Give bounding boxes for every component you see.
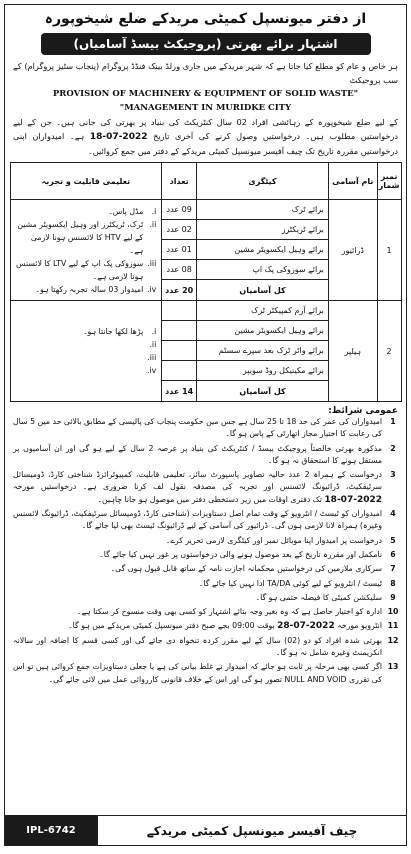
count-item <box>162 321 196 341</box>
header-sr: نمبر شمار <box>377 163 401 200</box>
total-count: 14 عدد <box>162 381 197 402</box>
qualification-item: iv. <box>147 366 157 375</box>
terms-list <box>5 416 406 686</box>
category-item: برائے آرم کمپیکٹر ٹرک <box>197 301 328 321</box>
advertisement-page <box>4 4 407 846</box>
posts-table <box>10 162 402 402</box>
table-row <box>10 301 401 381</box>
count-item: 02 عدد <box>162 220 196 240</box>
row-counts <box>162 200 197 280</box>
row-qualifications <box>10 301 162 402</box>
qualification-item: i. مڈل پاس۔ <box>108 206 157 216</box>
intro-paragraph <box>5 55 406 158</box>
count-item <box>162 341 196 361</box>
count-item: 08 عدد <box>166 265 192 274</box>
total-label: کل آسامیاں <box>197 381 329 402</box>
table-row <box>10 200 401 280</box>
count-item <box>162 361 196 380</box>
term-item: 1 امیدواران کی عمر کی حد 18 تا 25 سال ہے جس میں حکومت پنجاب کی پالیسی کے مطابق بالائی حد میں 5 سال کی رعایت کا اختیار مجاز اتھارٹی کے پاس ہو گا۔ <box>13 417 396 439</box>
category-item: برائے وہیل ایکسویٹر مشین <box>197 240 328 260</box>
qualification-item: iii. <box>147 353 157 362</box>
qualification-item: ii. ٹرک، ٹریکٹرز اور وہیل ایکسویٹر مشین کے لیے HTV کا لائسنس ہونا لازمی ہے۔ <box>17 219 157 255</box>
term-item: 5 درخواست پر امیدوار اپنا موبائل نمبر اور کیٹگری لازمی تحریر کرے۔ <box>165 535 396 545</box>
count-item: 09 عدد <box>162 200 196 220</box>
total-count: 20 عدد <box>162 280 197 301</box>
term-item: 8 ٹیسٹ / انٹرویو کے لیے کوئی TA/DA ادا نہیں کیا جائے گا۔ <box>198 578 396 588</box>
row-post: ڈرائیور <box>328 200 377 301</box>
total-label: کل آسامیاں <box>197 280 329 301</box>
term-item: 12 بھرتی شدہ افراد کو دو (02) سال کے لیے مقرر کردہ تنخواہ دی جائے گی اور کسی قسم کا اضافہ اور سالانہ انکریمنٹ وغیرہ شامل نہ ہو گا۔ <box>13 635 399 658</box>
row-categories <box>197 301 329 381</box>
term-item: 6 نامکمل اور مقررہ تاریخ کے بعد موصول ہونے والی درخواستوں پر غور نہیں کیا جائے گا۔ <box>99 549 396 559</box>
qualification-item: i. پڑھا لکھا جانتا ہو۔ <box>82 327 157 336</box>
term-item: 10 ادارہ کو اختیار حاصل ہے کہ وہ بغیر وجہ بتائے اشتہار کو کسی بھی وقت منسوخ کر سکتا ہے۔ <box>76 607 399 617</box>
project-title-en-2: MANAGEMENT IN MURIDKE CITY" <box>119 103 292 113</box>
header-qualification: تعلیمی قابلیت و تجربہ <box>10 163 162 200</box>
count-item: 01 عدد <box>162 240 196 260</box>
category-item: برائے وہیل ایکسویٹر مشین <box>197 321 328 341</box>
term-item: 3 درخواست کے ہمراہ 2 عدد حالیہ تصاویر پاسپورٹ سائز، تعلیمی قابلیت، کمپیوٹرائزڈ شناختی کارڈ، ڈومیسائل سرٹیفکیٹ، ڈرائیونگ لائسنس اور تجربہ کی مصدقہ نقول لف کرنا ضروری ہے۔ درخواستیں مورخہ 18-07-2022 تک دفتری اوقات میں زیر دستخطی دفتر میں موصول ہو جانا چاہیں۔ <box>13 470 396 505</box>
row-sr: 1 <box>377 200 401 301</box>
terms-heading: عمومی شرائط: <box>328 406 398 416</box>
recruitment-banner: اشتہار برائے بھرتی (پروجیکٹ بیسڈ آسامیاں) <box>41 33 371 55</box>
term-item: 4 امیدواران کو ٹیسٹ / انٹرویو کے وقت تمام اصل دستاویزات (شناختی کارڈ، ڈومیسائل سرٹیفکیٹ، ڈرائیونگ لائسنس وغیرہ) ہمراہ لانا لازمی ہوں گی۔ ڈرائیور کی آسامی کے لیے ڈرائیونگ ٹیسٹ بھی لیا جائے گا۔ <box>13 509 396 531</box>
term-item: 11 انٹرویو مورخہ 28-07-2022 بوقت 09:00 بجے صبح دفتر میونسپل کمیٹی مریدکے میں ہو گا۔ <box>68 621 399 632</box>
category-item: برائے واٹر ٹرک بعد سپرے سسٹم <box>197 341 328 361</box>
deadline-date: 18-07-2022 <box>89 132 148 142</box>
intro-line-1: ہر خاص و عام کو مطلع کیا جاتا ہے کہ شہر مریدکے میں جاری ورلڈ بینک فنڈڈ پروگرام (پنجاب سٹیز پروگرام) کے سب پروجیکٹ <box>13 61 398 85</box>
row-sr: 2 <box>377 301 401 402</box>
qualification-item: iv. امیدوار 03 سالہ تجربہ رکھتا ہو۔ <box>35 284 157 294</box>
qualification-item: ii. <box>149 340 157 349</box>
office-heading: از دفتر میونسپل کمیٹی مریدکے ضلع شیخوپورہ <box>44 11 367 27</box>
category-item: برائے ٹریکٹرز <box>197 220 328 240</box>
ipl-code: IPL-6742 <box>5 815 97 845</box>
deadline-date-2: 18-07-2022 <box>324 494 382 505</box>
term-item: 7 سرکاری ملازمین کی درخواستیں محکمانہ اجازت نامہ کے ساتھ قابل قبول ہوں گی۔ <box>110 564 396 574</box>
category-item: برائے مکینیکل روڈ سویپر <box>242 366 324 375</box>
row-categories <box>197 200 329 280</box>
category-item: برائے ٹرک <box>197 200 328 220</box>
row-counts <box>162 301 197 381</box>
interview-date: 28-07-2022 <box>277 621 335 632</box>
footer <box>5 815 406 845</box>
category-item: برائے سوزوکی پک اپ <box>252 265 324 274</box>
signature-block: چیف آفیسر میونسپل کمیٹی مریدکے <box>97 815 406 846</box>
header-post: نام آسامی <box>328 163 377 200</box>
term-item: 2 مذکورہ بھرتی خالصتاً پروجیکٹ بیسڈ / کنٹریکٹ کی بنیاد پر عرصہ 2 سال کے لیے ہو گی اور ان آسامیوں پر مستقل ہونے کا استحقاق نہ ہو گا۔ <box>13 443 396 465</box>
term-item: 13 اگر کسی بھی مرحلہ پر ثابت ہو جائے کہ امیدوار نے غلط بیانی کی ہے یا جعلی دستاویزات جمع کروائی ہیں تو اس کی تقرری NULL AND VOID تصور ہو گی اور اس کے خلاف قانونی کارروائی عمل میں لائی جائے گی۔ <box>13 662 399 684</box>
count-item <box>162 301 196 321</box>
header-category: کیٹگری <box>197 163 329 200</box>
term-item: 9 سلیکشن کمیٹی کا فیصلہ حتمی ہو گا۔ <box>255 592 396 602</box>
intro-line-3: ہے۔ امیدواران اپنی درخواستیں مقررہ تاریخ تک چیف آفیسر میونسپل کمیٹی مریدکے کے دفتر میں جمع کروائیں۔ <box>13 131 398 156</box>
intro-line-2: کے لیے ضلع شیخوپورہ کے رہائشی افراد 02 سال کنٹریکٹ کی بنیاد پر بھرتی کی جانی ہیں۔ جن کے لیے درخواستیں مطلوب ہیں۔ درخواستیں وصول کرنے کی آخری تاریخ <box>13 117 399 141</box>
table-header-row <box>10 163 401 200</box>
qualification-item: iii. سوزوکی پک اپ کے لیے LTV کا لائسنس ہونا لازمی ہے۔ <box>16 258 157 281</box>
row-qualifications <box>10 200 162 301</box>
row-post: ہیلپر <box>328 301 377 402</box>
header-count: تعداد <box>162 163 197 200</box>
project-title-en-1: "PROVISION OF MACHINERY & EQUIPMENT OF SOLID WASTE <box>52 89 359 99</box>
